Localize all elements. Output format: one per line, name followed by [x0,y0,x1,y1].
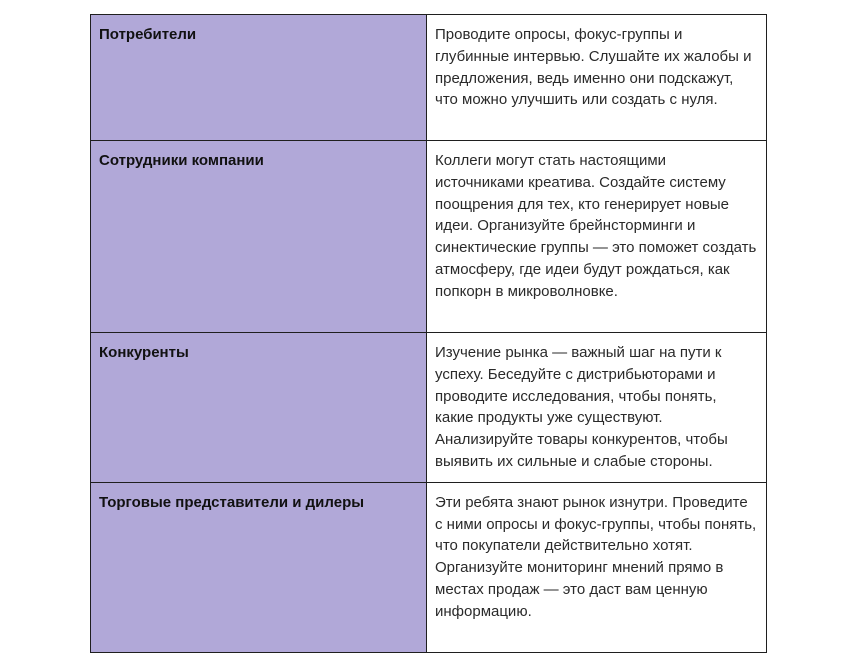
row-text-cell [427,141,767,333]
table-row [91,15,767,141]
row-text-cell [427,333,767,483]
row-text: Изучение рынка — важный шаг на пути к успеху. Беседуйте с дистрибьюторами и проводите исследования, чтобы понять, какие продукты уже существуют. Анализируйте товары конкурентов, чтобы выявить их сильные и слабые стороны. [435,344,728,470]
row-label-cell [91,15,427,141]
row-text-cell [427,482,767,652]
row-label: Торговые представители и дилеры [99,493,365,511]
row-text-cell [427,15,767,141]
row-label-cell [91,482,427,652]
row-label-cell [91,141,427,333]
row-text: Коллеги могут стать настоящими источниками креатива. Создайте систему поощрения для тех, кто генерирует новые идеи. Организуйте брейнсторминги и синектические группы — это поможет создать атмосферу, где идеи будут рождаться, как попкорн в микроволновке. [435,152,757,300]
table-row [91,482,767,652]
table-row [91,333,767,483]
row-text: Эти ребята знают рынок изнутри. Проведите с ними опросы и фокус-группы, чтобы понять, что покупатели действительно хотят. Организуйте мониторинг мнений прямо в местах продаж — это даст вам ценную информацию. [435,493,757,620]
idea-sources-table [90,14,767,653]
row-text: Проводите опросы, фокус-группы и глубинные интервью. Слушайте их жалобы и предложения, ведь именно они подскажут, что можно улучшить или создать с нуля. [435,26,752,109]
table-row [91,141,767,333]
row-label: Сотрудники компании [99,152,264,169]
table-body [91,15,767,653]
row-label-cell [91,333,427,483]
row-label: Потребители [99,26,197,43]
row-label: Конкуренты [99,344,189,361]
